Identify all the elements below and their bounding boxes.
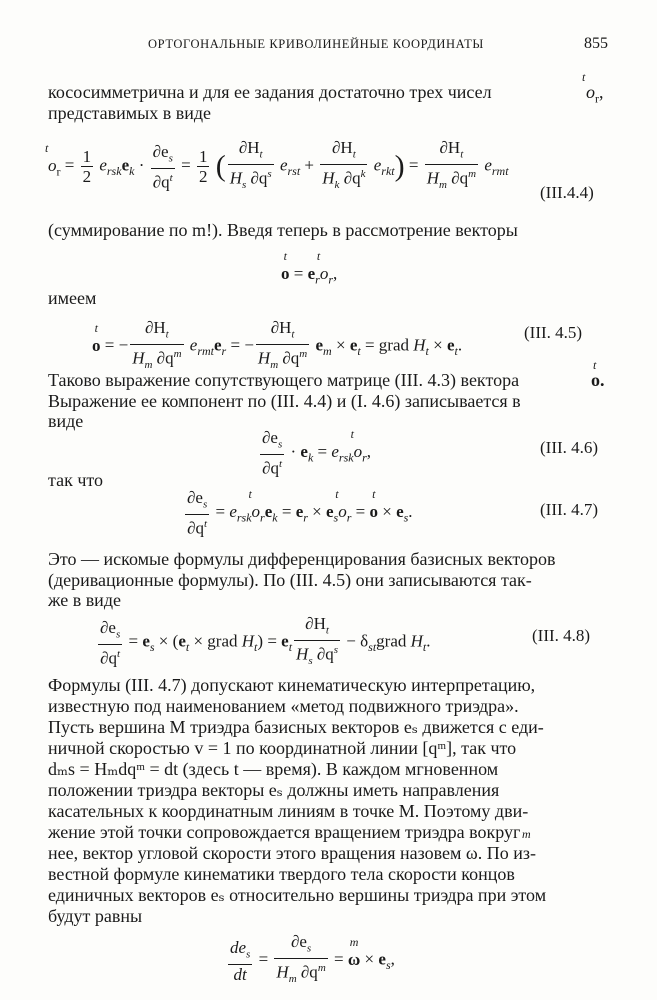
text-line: Выражение ее компонент по (III. 4.4) и (I. 4.6) записывается в (48, 391, 521, 411)
text-line: единичных векторов eₛ относительно вершины триэдра при этом (48, 885, 547, 905)
omega-superscript: m (522, 827, 531, 841)
text-line: имеем (48, 288, 97, 308)
fraction: $\frac{\partial H_t}{H_m \partial q^m}$ (256, 318, 309, 375)
equation-III-4-8: $\frac{\partial e_s}{\partial q^t}$ = $e_s \times (e_t$ × grad $H_t) = e_t$ $\frac{\partial H_t}{H_s \partial q^s}$ − $\delta_{st}grad$ $H_t$. (96, 614, 431, 671)
text-line: Формулы (III. 4.7) допускают кинематическую интерпретацию, (48, 675, 536, 695)
running-header (0, 37, 657, 57)
text-line: так что (48, 470, 104, 490)
fraction: $\frac{de_s}{dt}$ (230, 937, 251, 984)
text-line: Это — искомые формулы дифференцирования базисных векторов (48, 549, 556, 569)
fraction: $\frac{\partial e_s}{\partial q^t}$ (187, 488, 208, 539)
equation-III-4-5: o t = − $\frac{\partial H_t}{H_m \partial q^m}$ $e_{rmt}e_r$ = − $\frac{\partial H_t}{H_m \partial q^m}$ $e_m \times e_t$ = grad $H_t \times e_t$. (92, 318, 462, 375)
text-line: нее, вектор угловой скорости этого вращения назовем ω. По из- (48, 843, 537, 863)
text-line: будут равны (48, 906, 143, 926)
text-line: (суммирование по m!). Введя теперь в рассмотрение векторы (48, 220, 518, 240)
text-line: кососимметрична и для ее задания достаточно трех чисел (48, 82, 492, 102)
text-line: Таково выражение сопутствующего матрице (III. 4.3) вектора (48, 370, 520, 390)
equation-number: (III.4.4) (540, 183, 594, 202)
fraction: $\frac{1}{2}$ (198, 147, 208, 187)
text-line: касательных к координатным линиям в точке M. Поэтому дви- (48, 801, 529, 821)
page-number: 855 (584, 35, 608, 52)
equation-number: (III. 4.5) (524, 323, 583, 342)
equation-number: (III. 4.7) (540, 500, 599, 519)
equation-III-4-4: $o_r$ t = $\frac{1}{2}$ $e_{rsk}e_k$ · $\frac{\partial e_s}{\partial q^t}$ = $\frac{1}{2}$ ( $\frac{\partial H_t}{H_s \partial q^s}$ $e_{rst}$ + $\frac{\partial H_t}{H_k \partial q^k}$ $e_{rkt}$) = $\frac{\partial H_t}{H_m \partial q^m}$ $e_{rmt}$ (48, 138, 509, 195)
text-line: Пусть вершина M триэдра базисных векторов eₛ движется с еди- (48, 717, 544, 737)
fraction: $\frac{\partial H_t}{H_m \partial q^m}$ (130, 318, 183, 375)
fraction: $\frac{\partial H_t}{H_k \partial q^k}$ (320, 138, 367, 195)
symbol-bold-o-t: o. t (591, 358, 605, 390)
text-line: виде (48, 411, 84, 431)
text-line: dₘs = Hₘdqᵐ = dt (здесь t — время). В каждом мгновенном (48, 759, 499, 779)
text-line: жение этой точки сопровождается вращением триэдра вокруг (48, 822, 521, 842)
equation-velocity: $\frac{de_s}{dt}$ = $\frac{\partial e_s}{H_m \partial q^m}$ = ω m × $e_s$, (226, 932, 395, 989)
fraction: $\frac{\partial e_s}{\partial q^t}$ (152, 141, 173, 192)
text-line: представимых в виде (48, 103, 212, 123)
equation-number: (III. 4.8) (532, 626, 591, 645)
text-line: (деривационные формулы). По (III. 4.5) они записываются так- (48, 570, 532, 590)
text-line: вестной формуле кинематики твердого тела скорости концов (48, 864, 515, 884)
running-title: ОРТОГОНАЛЬНЫЕ КРИВОЛИНЕЙНЫЕ КООРДИНАТЫ (148, 37, 484, 51)
text-line: положении триэдра векторы eₛ должны иметь направления (48, 780, 500, 800)
equation-III-4-6: $\frac{\partial e_s}{\partial q^t}$ · $e_k = e_{rsk}o_r$ t , (262, 426, 372, 479)
symbol-o-r-t: $o_r$ t , (582, 70, 604, 106)
fraction: $\frac{\partial H_t}{H_s \partial q^s}$ (228, 138, 274, 195)
fraction: $\frac{\partial e_s}{\partial q^t}$ (262, 428, 283, 479)
text-line: ничной скоростью v = 1 по координатной линии [qᵐ], так что (48, 738, 517, 758)
text-line: известную под наименованием «метод подвижного триэдра». (48, 696, 519, 716)
equation-number: (III. 4.6) (540, 438, 599, 457)
fraction: $\frac{\partial H_t}{H_s \partial q^s}$ (294, 614, 340, 671)
equation-vector-o: o t = $e_ro_r$ t , (281, 249, 338, 287)
fraction: $\frac{\partial H_t}{H_m \partial q^m}$ (425, 138, 478, 195)
equation-III-4-7: $\frac{\partial e_s}{\partial q^t}$ = $e_{rsk}o_r$ t $e_k = e_r \times e_so_r$ t = o t × $e_s$. (187, 486, 413, 539)
text-line: же в виде (48, 590, 121, 610)
fraction: $\frac{1}{2}$ (82, 147, 92, 187)
fraction: $\frac{\partial e_s}{\partial q^t}$ (100, 617, 121, 668)
fraction: $\frac{\partial e_s}{H_m \partial q^m}$ (274, 932, 327, 989)
